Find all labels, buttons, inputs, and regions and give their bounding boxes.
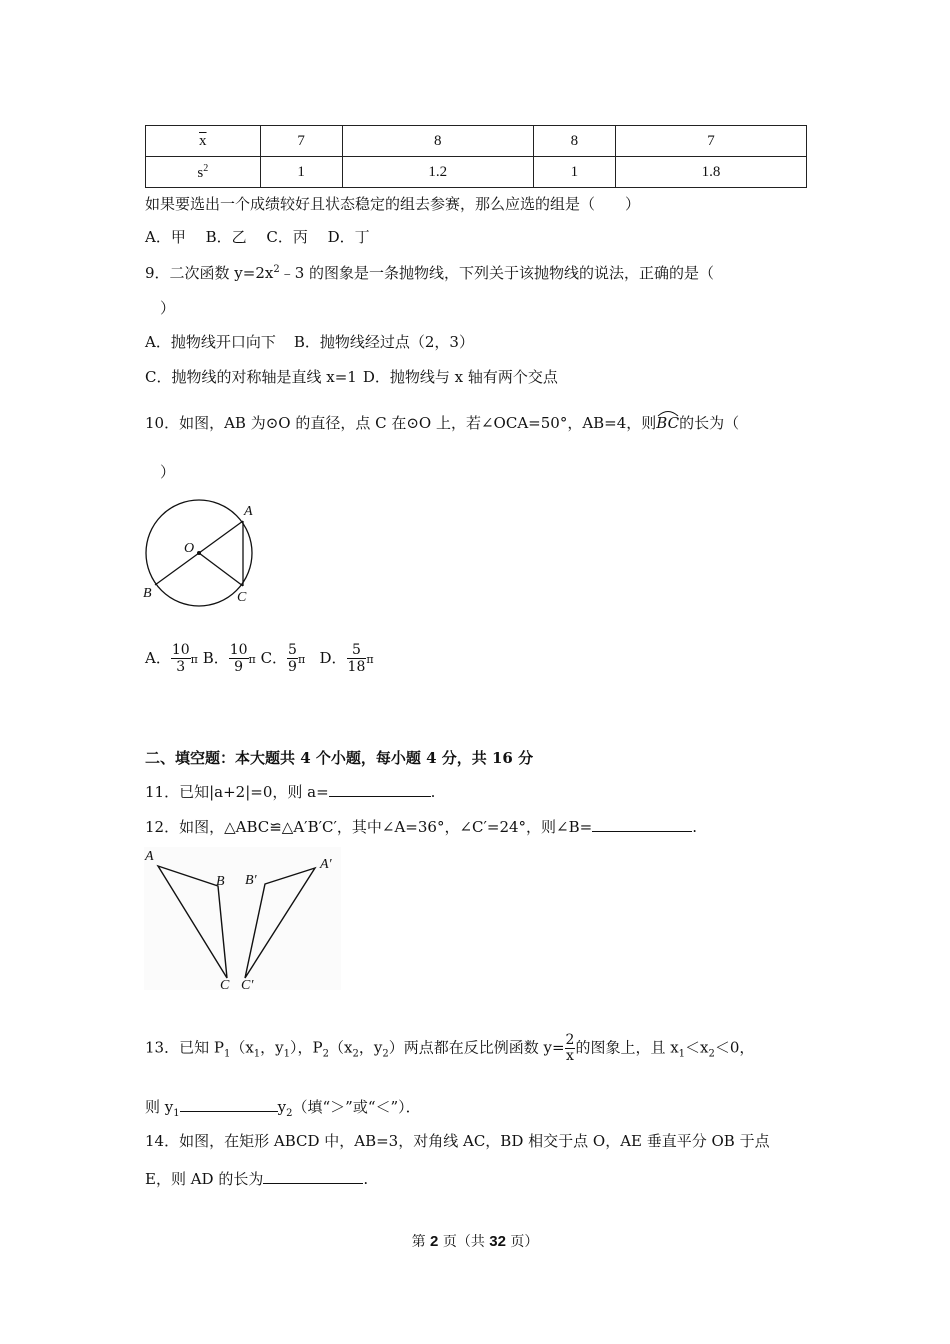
table-cell: 7 <box>615 126 806 157</box>
q13-answer-blank[interactable] <box>180 1097 278 1112</box>
q9-text: 9．二次函数 $y=2x^2﹣3$ 的图象是一条抛物线，下列关于该抛物线的说法，正确的是（ <box>145 264 715 282</box>
q8-text: 如果要选出一个成绩较好且状态稳定的组去参赛，那么应选的组是（ ） <box>145 195 641 213</box>
row-label-variance: $s^2$ <box>146 157 261 188</box>
q12-answer-blank[interactable] <box>592 817 692 832</box>
label-b-prime: B′ <box>245 873 257 888</box>
q11-answer-blank[interactable] <box>329 782 431 797</box>
arc-notation: BC <box>656 414 679 432</box>
label-c-prime: C′ <box>241 978 254 992</box>
table-cell: 1 <box>260 157 342 188</box>
q10-option-c: C． $\frac{5}{9}$ π <box>260 642 306 675</box>
page-number: 2 <box>430 1233 439 1250</box>
radius-oc <box>199 553 243 586</box>
q10-text: 10．如图，AB 为⊙O 的直径，点 C 在⊙O 上，若∠OCA=50°，AB=4，则 BC的长为（ <box>145 412 739 433</box>
label-c: C <box>220 978 230 992</box>
q14-answer-blank[interactable] <box>263 1169 363 1184</box>
q9-option-d: D．抛物线与 x 轴有两个交点 <box>362 368 558 386</box>
page-footer: 第 2 页（共 32 页） <box>411 1233 539 1250</box>
q10-option-d: D． $\frac{5}{18}$ π <box>319 642 374 675</box>
label-b: B <box>216 874 225 889</box>
q13-text: 13．已知 $P_1(x_1$，$y_1$），$P_2(x_2$，$y_2$）两点都在反比例函数 y= $\frac{2}{x}$ 的图象上，且 $x_1<x_2<0$， <box>145 1032 755 1064</box>
table-cell: 8 <box>533 126 615 157</box>
q14-line2: E，则 AD 的长为 . <box>145 1170 369 1188</box>
score-table <box>145 125 807 188</box>
table-cell: 1.8 <box>615 157 806 188</box>
table-cell: 8 <box>342 126 533 157</box>
q10-option-b: B． $\frac{10}{9}$ π <box>202 642 256 675</box>
table-cell: 1.2 <box>342 157 533 188</box>
label-a-prime: A′ <box>320 857 332 872</box>
triangles-figure <box>143 846 343 992</box>
section-title: 二、填空题：本大题共 4 个小题，每小题 4 分，共 16 分 <box>145 749 534 767</box>
circle-figure <box>140 496 265 608</box>
label-b: B <box>143 586 152 601</box>
label-a: A <box>145 849 154 864</box>
q10-options <box>145 642 374 675</box>
q9-option-c: C．抛物线的对称轴是直线 x=1 <box>145 368 357 386</box>
q9-option-a: A．抛物线开口向下 <box>145 333 276 351</box>
arc-icon <box>656 409 680 417</box>
row-label-mean: $\overline{x}$ <box>146 126 261 157</box>
table-row-variance <box>146 157 807 188</box>
q9-option-b: B．抛物线经过点（2，3） <box>293 333 474 351</box>
label-c: C <box>237 590 247 605</box>
q10-option-a: A． $\frac{10}{3}$ π <box>145 642 198 675</box>
q13-line2: 则 $y_1$ $y_2$（填“＞”或“＜”）． <box>145 1098 421 1119</box>
q14-line1: 14．如图，在矩形 ABCD 中，AB=3，对角线 AC，BD 相交于点 O，AE 垂直平分 OB 于点 <box>145 1132 770 1150</box>
q11-text: 11．已知|a+2|=0，则 a= . <box>145 783 436 801</box>
center-point <box>197 551 201 555</box>
q13-fraction: $\frac{2}{x}$ <box>565 1032 575 1064</box>
q10-close-paren: ） <box>160 463 176 481</box>
q12-text: 12．如图，△ABC≌△A′B′C′，其中∠A=36°，∠C′=24°，则∠B= . <box>145 818 697 836</box>
page-total: 32 <box>489 1233 506 1250</box>
q9-options-row2 <box>145 366 558 387</box>
table-row-mean <box>146 126 807 157</box>
q9-options-row1 <box>145 331 474 352</box>
q9-close-paren: ） <box>160 299 176 317</box>
label-a: A <box>244 504 253 519</box>
table-cell: 1 <box>533 157 615 188</box>
table-cell: 7 <box>260 126 342 157</box>
label-o: O <box>184 541 195 556</box>
q8-options: A．甲 B．乙 C．丙 D．丁 <box>145 228 370 246</box>
